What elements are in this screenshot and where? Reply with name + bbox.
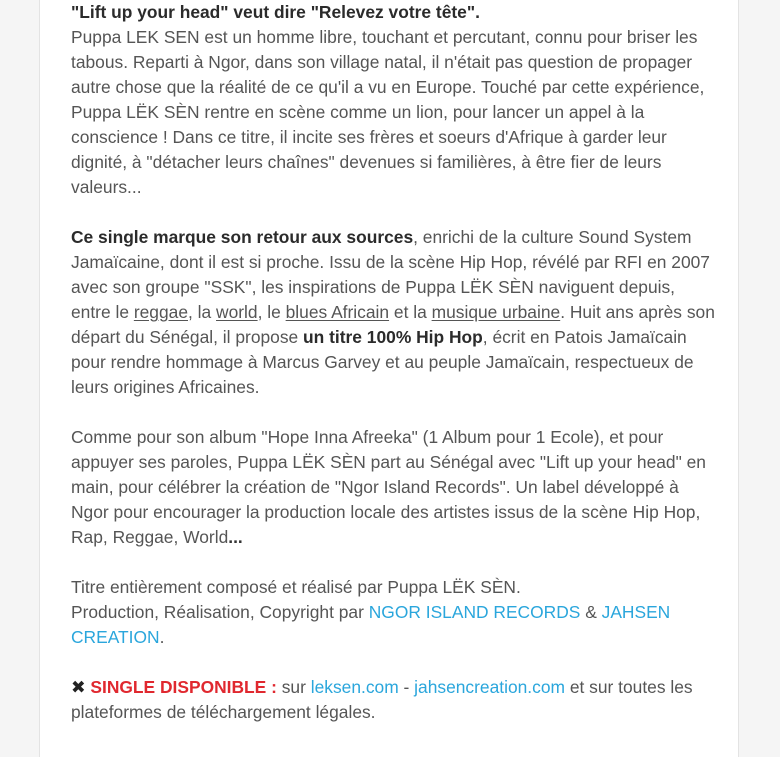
article-body: [71, 0, 716, 750]
intro-text: Puppa LEK SEN est un homme libre, touchant et percutant, connu pour briser les tabous. Reparti à Ngor, dans son village natal, il n'était pas question de propager autre chose que la réalité de ce qu'il a vu en Europe. Touché par cette expérience, Puppa LËK SÈN rentre en scène comme un lion, pour lancer un appel à la conscience ! Dans ce titre, il incite ses frères et soeurs d'Afrique à garder leur dignité, à "détacher leurs chaînes" devenues si familières, à être fier de leurs valeurs...: [71, 27, 705, 197]
album-paragraph: [71, 425, 716, 550]
sources-text-4: et la: [389, 302, 432, 322]
article-card: [39, 0, 739, 757]
intro-heading: "Lift up your head" veut dire "Relevez votre tête".: [71, 2, 480, 22]
availability-dash: -: [398, 677, 415, 697]
leksen-link[interactable]: leksen.com: [310, 677, 399, 697]
ngor-island-records-link[interactable]: NGOR ISLAND RECORDS: [368, 602, 581, 622]
single-disponible-label: SINGLE DISPONIBLE :: [85, 677, 277, 697]
intro-paragraph: [71, 0, 716, 200]
sources-text-2: , la: [188, 302, 217, 322]
availability-text-2: et sur toutes les plateformes de téléchargement légales.: [71, 677, 693, 722]
sources-text-6: , écrit en Patois Jamaïcain pour rendre hommage à Marcus Garvey et au peuple Jamaïcain, respectueux de leurs origines Africaines.: [71, 327, 694, 397]
album-text: Comme pour son album "Hope Inna Afreeka" (1 Album pour 1 Ecole), et pour appuyer ses paroles, Puppa LËK SÈN part au Sénégal avec "Lift up your head" en main, pour célébrer la création de "Ngor Island Records". Un label développé à Ngor pour encourager la production locale des artistes issus de la scène Hip Hop, Rap, Reggae, World: [71, 427, 706, 547]
sources-text-5: . Huit ans après son départ du Sénégal, il propose: [71, 302, 715, 347]
credits-amp: &: [580, 602, 602, 622]
sources-text-1: , enrichi de la culture Sound System Jamaïcaine, dont il est si proche. Issu de la scène Hip Hop, révélé par RFI en 2007 avec son groupe "SSK", les inspirations de Puppa LËK SÈN naviguent depuis, entre le: [71, 227, 710, 322]
album-ellipsis: ...: [228, 527, 243, 547]
credits-end: .: [159, 627, 165, 647]
jahsencreation-link[interactable]: jahsencreation.com: [414, 677, 565, 697]
hiphop-highlight: un titre 100% Hip Hop: [303, 327, 483, 347]
genre-link-musique-urbaine[interactable]: musique urbaine: [431, 302, 561, 322]
genre-link-reggae[interactable]: reggae: [133, 302, 188, 322]
availability-paragraph: [71, 675, 716, 725]
credits-paragraph: [71, 575, 716, 650]
availability-text-1: sur: [276, 677, 311, 697]
credits-line-1: Titre entièrement composé et réalisé par Puppa LËK SÈN.: [71, 577, 521, 597]
sources-lead: Ce single marque son retour aux sources: [71, 227, 414, 247]
sources-text-3: , le: [257, 302, 286, 322]
genre-link-blues-africain[interactable]: blues Africain: [285, 302, 390, 322]
jahsen-creation-link[interactable]: JAHSEN CREATION: [71, 602, 671, 647]
genre-link-world[interactable]: world: [216, 302, 258, 322]
credits-line-2: Production, Réalisation, Copyright par: [71, 602, 369, 622]
sources-paragraph: [71, 225, 716, 400]
cross-icon: ✖: [71, 677, 86, 697]
